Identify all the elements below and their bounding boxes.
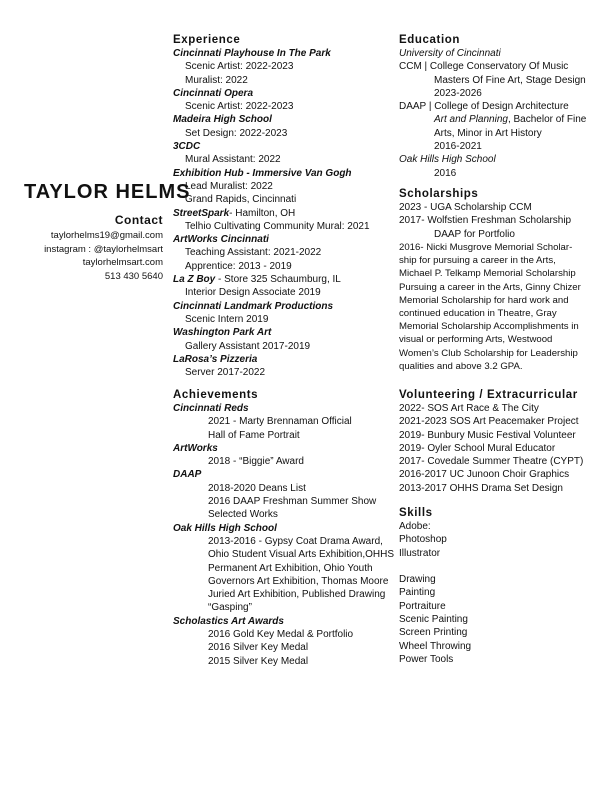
skill-item: Painting: [399, 587, 436, 599]
scholarships-section: [399, 187, 604, 373]
experience-role: Set Design: 2022-2023: [185, 127, 288, 139]
contact-phone: 513 430 5640: [104, 270, 163, 282]
achievement-line: Permanent Art Exhibition, Ohio Youth: [208, 562, 373, 574]
experience-org-line: [173, 207, 395, 220]
resume-name: TAYLOR HELMS: [24, 181, 191, 203]
volunteering-item: 2021-2023 SOS Art Peacemaker Project: [399, 416, 579, 428]
achievement-line: 2015 Silver Key Medal: [208, 655, 309, 667]
achievement-line: “Gasping”: [208, 602, 252, 614]
contact-instagram: instagram : @taylorhelmsart: [44, 243, 163, 255]
experience-org-suffix: - Store 325 Schaumburg, IL: [215, 274, 341, 286]
skill-item: Drawing: [399, 574, 436, 586]
achievement-line: Hall of Fame Portrait: [208, 429, 300, 441]
volunteering-item: 2019- Bunbury Music Festival Volunteer: [399, 429, 576, 441]
experience-org: LaRosa’s Pizzeria: [173, 353, 258, 365]
achievement-line: 2018-2020 Deans List: [208, 482, 306, 494]
skill-item: Photoshop: [399, 534, 447, 546]
volunteering-item: 2017- Covedale Summer Theatre (CYPT): [399, 456, 584, 468]
experience-org: 3CDC: [173, 141, 201, 153]
education-daap-italic: Art and Planning: [434, 114, 508, 126]
education-heading: Education: [399, 34, 460, 46]
education-degree: Arts, Minor in Art History: [434, 127, 542, 139]
experience-role: Telhio Cultivating Community Mural: 2021: [185, 220, 370, 232]
contact-block: [44, 229, 163, 283]
experience-role: Mural Assistant: 2022: [185, 154, 281, 166]
education-years: 2016-2021: [434, 141, 482, 153]
experience-org: StreetSpark: [173, 207, 230, 219]
skill-item: Power Tools: [399, 653, 454, 665]
skill-item: Portraiture: [399, 600, 446, 612]
volunteering-item: 2016-2017 UC Junoon Choir Graphics: [399, 469, 570, 481]
achievements-heading: Achievements: [173, 389, 259, 401]
education-degree: Masters Of Fine Art, Stage Design: [434, 74, 586, 86]
experience-role: Grand Rapids, Cincinnati: [185, 194, 297, 206]
volunteering-item: 2019- Oyler School Mural Educator: [399, 442, 556, 454]
education-daap-rest: , Bachelor of Fine: [507, 114, 587, 126]
experience-org: Exhibition Hub - Immersive Van Gogh: [173, 167, 352, 179]
achievement-line: 2018 - “Biggie” Award: [208, 456, 304, 468]
experience-role: Muralist: 2022: [185, 74, 248, 86]
education-daap: DAAP | College of Design Architecture: [399, 101, 569, 113]
achievement-line: 2016 Gold Key Medal & Portfolio: [208, 629, 354, 641]
experience-org: La Z Boy: [173, 274, 216, 286]
education-highschool: Oak Hills High School: [399, 154, 496, 166]
skill-item: Screen Printing: [399, 627, 468, 639]
scholarship-paragraph: 2016- Nicki Musgrove Memorial Scholar-ship for pursuing a career in the Arts, Michael P. Telkamp Memorial Scholarship Pursuing a career in the Arts, Ginny Chizer Memorial Scholarship for hard work and continued education in Theatre, Gray Memorial Scholarship Accomplishments in visual or performing Arts, Westwood Women’s Club Scholarship for Leadership qualities and above 3.2 GPA.: [399, 241, 581, 372]
achievement-org: Scholastics Art Awards: [173, 615, 284, 627]
skills-spacer: [399, 560, 604, 573]
experience-role: Gallery Assistant 2017-2019: [185, 340, 311, 352]
scholarship-line: DAAP for Portfolio: [434, 228, 515, 240]
achievement-line: Governors Art Exhibition, Thomas Moore: [208, 575, 389, 587]
volunteering-heading: Volunteering / Extracurricular: [399, 389, 578, 401]
experience-section: [173, 33, 395, 379]
achievement-line: Ohio Student Visual Arts Exhibition,OHHS: [208, 549, 395, 561]
skills-heading: Skills: [399, 507, 433, 519]
contact-heading: Contact: [114, 213, 163, 227]
achievement-org: DAAP: [173, 469, 202, 481]
skill-item: Scenic Painting: [399, 614, 468, 626]
experience-role: Scenic Intern 2019: [185, 313, 269, 325]
experience-role: Scenic Artist: 2022-2023: [185, 61, 294, 73]
experience-org: Cincinnati Opera: [173, 87, 254, 99]
experience-role: Apprentice: 2013 - 2019: [185, 260, 292, 272]
volunteering-item: 2022- SOS Art Race & The City: [399, 403, 539, 414]
achievement-org: ArtWorks: [173, 442, 218, 454]
achievement-line: 2013-2016 - Gypsy Coat Drama Award,: [208, 535, 383, 547]
experience-heading: Experience: [173, 34, 241, 46]
volunteering-item: 2013-2017 OHHS Drama Set Design: [399, 482, 563, 494]
achievement-line: 2016 DAAP Freshman Summer Show: [208, 496, 377, 508]
skills-software-label: Adobe:: [399, 521, 431, 532]
education-university: University of Cincinnati: [399, 48, 501, 59]
skill-item: Wheel Throwing: [399, 640, 472, 652]
education-section: [399, 33, 604, 180]
contact-website: taylorhelmsart.com: [82, 257, 163, 268]
experience-role: Server 2017-2022: [185, 367, 266, 379]
experience-role: Lead Muralist: 2022: [185, 180, 273, 192]
experience-role: Teaching Assistant: 2021-2022: [185, 247, 322, 259]
experience-org-suffix: - Hamilton, OH: [229, 207, 296, 219]
experience-org: Washington Park Art: [173, 327, 272, 339]
skills-section: [399, 506, 604, 666]
experience-org-line: [173, 273, 395, 286]
experience-org: Cincinnati Landmark Productions: [173, 300, 334, 312]
achievement-line: 2021 - Marty Brennaman Official: [208, 416, 352, 428]
achievement-org: Cincinnati Reds: [173, 403, 249, 414]
achievement-line: Juried Art Exhibition, Published Drawing: [208, 589, 386, 601]
scholarships-heading: Scholarships: [399, 188, 479, 200]
experience-org: Cincinnati Playhouse In The Park: [173, 48, 331, 59]
experience-org: ArtWorks Cincinnati: [173, 234, 269, 246]
achievements-section: [173, 388, 395, 668]
experience-role: Scenic Artist: 2022-2023: [185, 101, 294, 113]
volunteering-section: [399, 388, 604, 495]
scholarship-line: 2023 - UGA Scholarship CCM: [399, 202, 532, 213]
experience-role: Interior Design Associate 2019: [185, 287, 321, 299]
education-degree-line: [399, 113, 604, 126]
education-years: 2023-2026: [434, 87, 482, 99]
achievement-line: 2016 Silver Key Medal: [208, 642, 309, 654]
scholarship-line: 2017- Wolfstien Freshman Scholarship: [399, 215, 572, 227]
achievement-line: Selected Works: [208, 509, 278, 521]
experience-org: Madeira High School: [173, 114, 272, 126]
education-highschool-year: 2016: [434, 167, 457, 179]
skill-item: Illustrator: [399, 547, 441, 559]
contact-email: taylorhelms19@gmail.com: [50, 230, 163, 241]
achievement-org: Oak Hills High School: [173, 522, 277, 534]
education-ccm: CCM | College Conservatory Of Music: [399, 61, 569, 73]
